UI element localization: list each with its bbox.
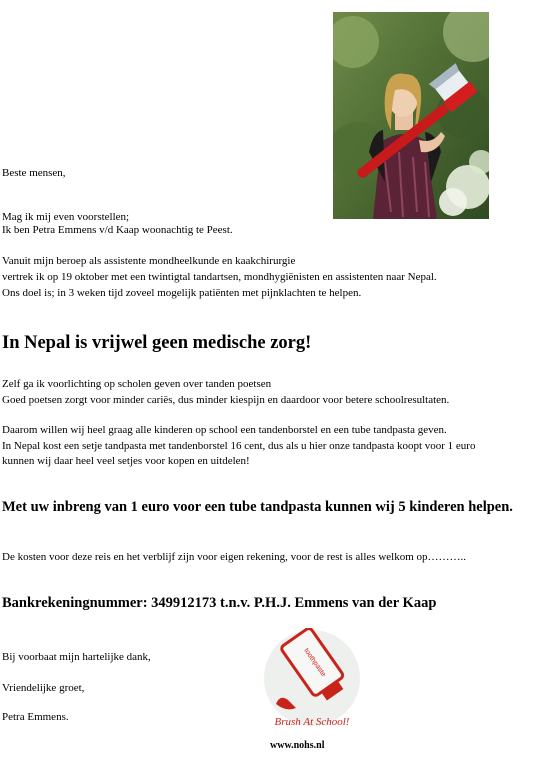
callout-text: Met uw inbreng van 1 euro voor een tube tandpasta kunnen wij 5 kinderen helpen. bbox=[2, 499, 513, 515]
costs-text: De kosten voor deze reis en het verblijf zijn voor eigen rekening, voor de rest is alles welkom op……….. bbox=[2, 551, 467, 563]
intro-line-1: Mag ik mij even voorstellen; bbox=[2, 211, 130, 223]
para-1-line-3: Ons doel is; in 3 weken tijd zoveel mogelijk patiënten met pijnklachten te helpen. bbox=[2, 287, 362, 299]
para-2-line-1: Zelf ga ik voorlichting op scholen geven over tanden poetsen bbox=[2, 378, 272, 390]
para-1-line-1: Vanuit mijn beroep als assistente mondheelkunde en kaakchirurgie bbox=[2, 255, 296, 267]
para-1-line-2: vertrek ik op 19 oktober met een twintigtal tandartsen, mondhygiënisten en assistenten naar Nepal. bbox=[2, 271, 437, 283]
para-2-line-2: Goed poetsen zorgt voor minder cariës, dus minder kiespijn en daardoor voor betere schoolresultaten. bbox=[2, 394, 450, 406]
para-3-line-3: kunnen wij daar heel veel setjes voor kopen en uitdelen! bbox=[2, 455, 250, 467]
intro-line-2: Ik ben Petra Emmens v/d Kaap woonachtig te Peest. bbox=[2, 224, 233, 236]
tube-label: toothpaste bbox=[302, 647, 327, 679]
logo-text: Brush At School! bbox=[274, 716, 350, 728]
para-3-line-2: In Nepal kost een setje tandpasta met tandenborstel 16 cent, dus als u hier onze tandpasta koopt voor 1 euro bbox=[2, 440, 476, 452]
regards-text: Vriendelijke groet, bbox=[2, 682, 85, 694]
website-link[interactable]: www.nohs.nl bbox=[270, 740, 325, 751]
thanks-text: Bij voorbaat mijn hartelijke dank, bbox=[2, 651, 151, 663]
photo-woman-with-giant-toothbrush bbox=[333, 12, 489, 219]
bank-account-text: Bankrekeningnummer: 349912173 t.n.v. P.H.J. Emmens van der Kaap bbox=[2, 595, 437, 611]
signature-text: Petra Emmens. bbox=[2, 711, 69, 723]
main-heading: In Nepal is vrijwel geen medische zorg! bbox=[2, 333, 312, 353]
greeting: Beste mensen, bbox=[2, 167, 66, 179]
brush-at-school-logo bbox=[258, 628, 366, 736]
para-3-line-1: Daarom willen wij heel graag alle kinderen op school een tandenborstel en een tube tandpasta geven. bbox=[2, 424, 447, 436]
